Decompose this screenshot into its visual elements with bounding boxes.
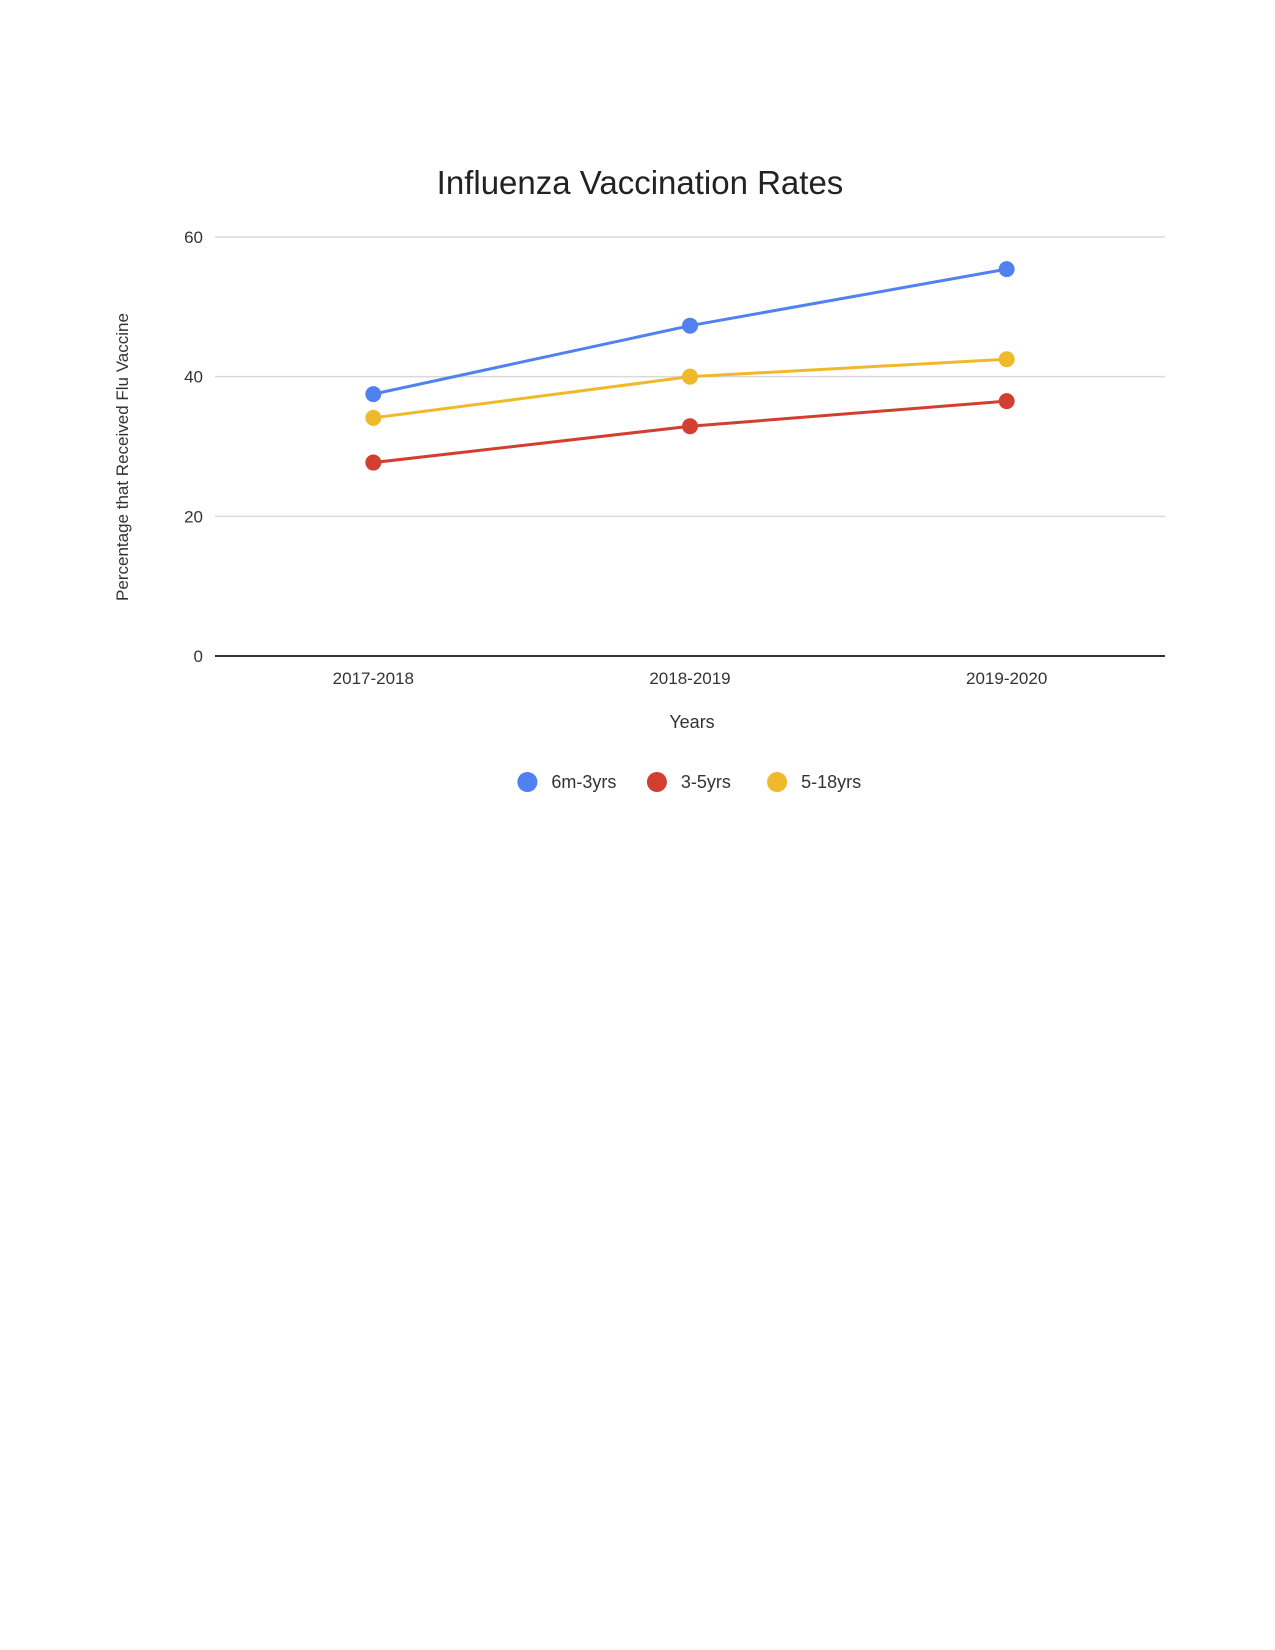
legend-item-3-5yrs — [647, 772, 731, 792]
y-axis-label: Percentage that Received Flu Vaccine — [113, 313, 132, 601]
data-point-5-18yrs-2017-2018 — [365, 410, 381, 426]
legend-label: 6m-3yrs — [551, 772, 617, 792]
data-point-3-5yrs-2017-2018 — [365, 455, 381, 471]
legend-swatch — [517, 772, 537, 792]
chart-title: Influenza Vaccination Rates — [436, 164, 844, 201]
y-tick-label: 60 — [184, 228, 203, 247]
legend-item-6m-3yrs — [517, 772, 616, 792]
legend-label: 5-18yrs — [801, 772, 862, 792]
x-tick-label: 2019-2020 — [966, 669, 1048, 688]
x-axis-ticks — [333, 669, 1048, 688]
data-point-6m-3yrs-2019-2020 — [999, 261, 1015, 277]
data-point-5-18yrs-2018-2019 — [682, 369, 698, 385]
legend — [517, 772, 861, 792]
data-point-3-5yrs-2018-2019 — [682, 418, 698, 434]
legend-label: 3-5yrs — [680, 772, 731, 792]
data-series — [365, 261, 1014, 470]
data-point-6m-3yrs-2017-2018 — [365, 386, 381, 402]
gridlines — [215, 237, 1165, 656]
data-point-3-5yrs-2019-2020 — [999, 393, 1015, 409]
x-tick-label: 2017-2018 — [332, 669, 414, 688]
legend-swatch — [767, 772, 787, 792]
y-tick-label: 40 — [184, 367, 203, 387]
data-point-6m-3yrs-2018-2019 — [682, 318, 698, 334]
data-point-5-18yrs-2019-2020 — [999, 351, 1015, 367]
x-tick-label: 2018-2019 — [649, 669, 731, 688]
legend-swatch — [647, 772, 667, 792]
y-tick-label: 20 — [184, 507, 203, 527]
y-axis-ticks — [184, 228, 203, 666]
legend-item-5-18yrs — [767, 772, 861, 792]
x-axis-label: Years — [669, 712, 715, 732]
y-tick-label: 0 — [193, 647, 203, 666]
